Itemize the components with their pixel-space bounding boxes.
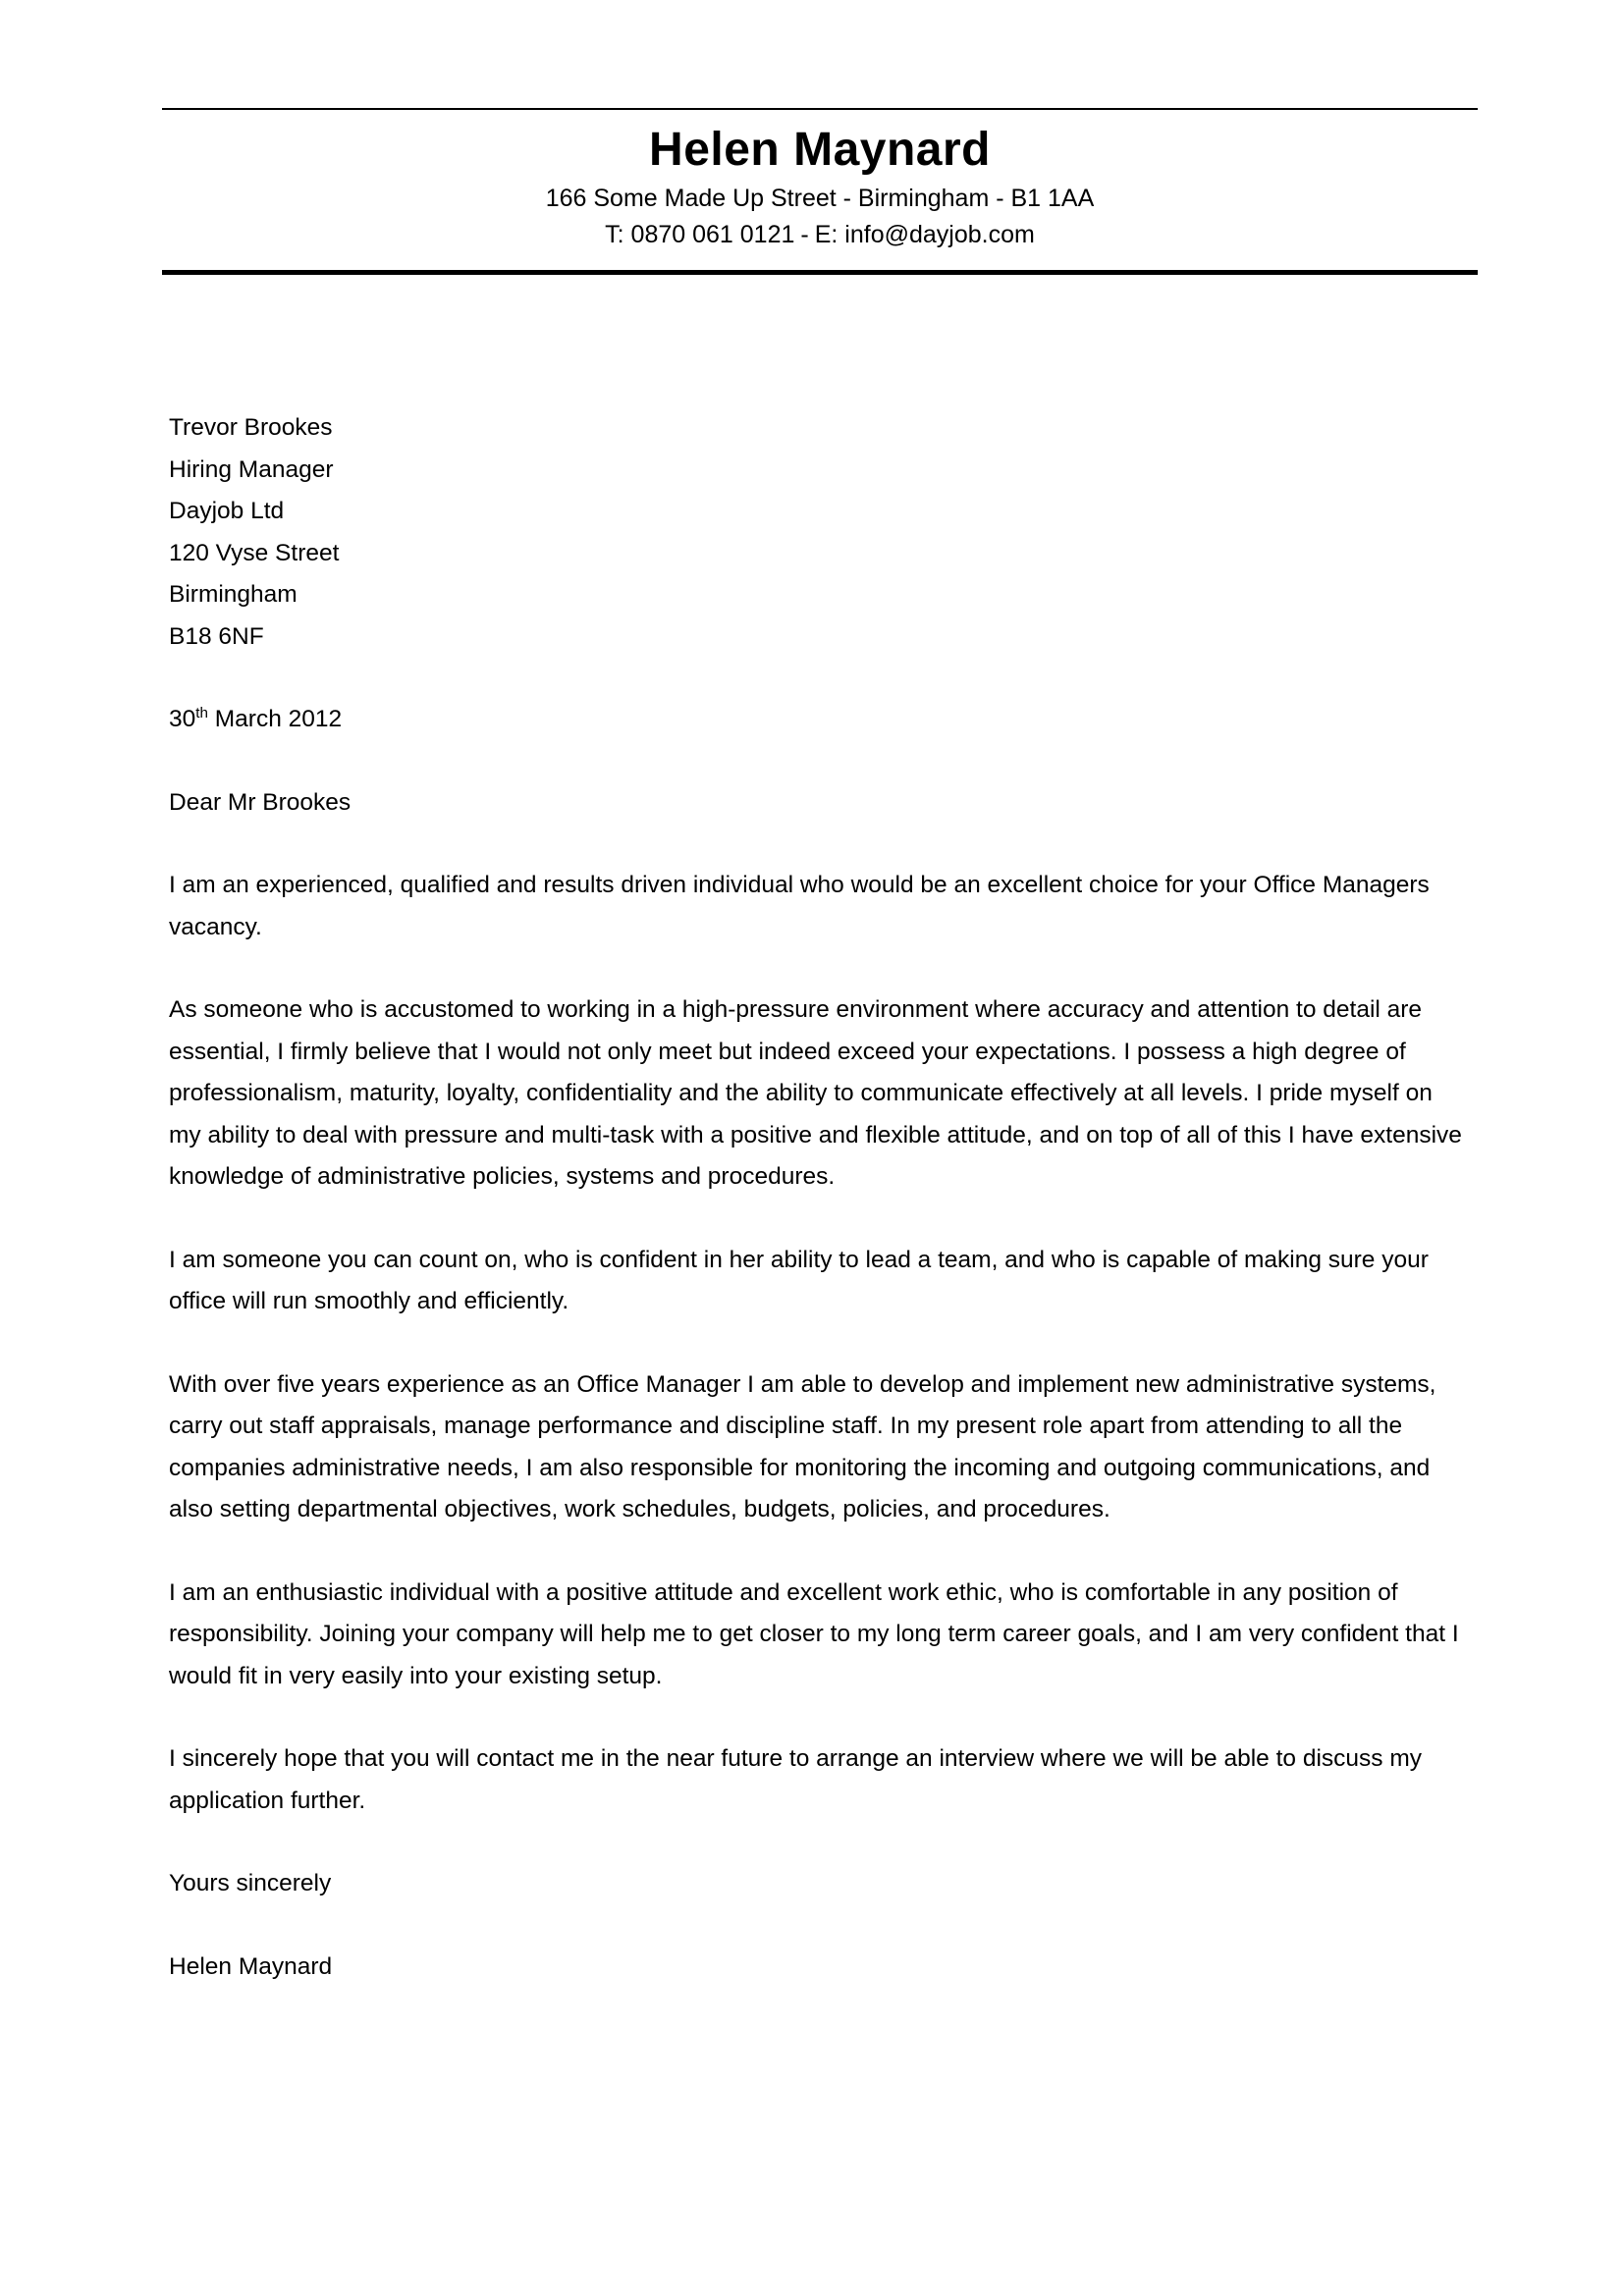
letter-date: [169, 699, 1470, 741]
spacer: [169, 1323, 1470, 1364]
sender-name: Helen Maynard: [649, 124, 991, 176]
letter-content: [169, 407, 1470, 1988]
body-paragraph: I sincerely hope that you will contact me in the near future to arrange an interview where we will be able to discuss my application further.: [169, 1745, 1422, 1814]
spacer: [169, 1697, 1470, 1738]
spacer: [169, 1199, 1470, 1240]
sender-phone: T: 0870 061 0121: [605, 221, 795, 249]
letterhead-content: [162, 110, 1478, 270]
sender-email: E: info@dayjob.com: [814, 221, 1035, 249]
letterhead: [162, 108, 1478, 275]
signature-name: Helen Maynard: [169, 1952, 333, 1980]
date-month-year: March 2012: [207, 706, 343, 732]
salutation: Dear Mr Brookes: [169, 788, 352, 816]
sender-address: 166 Some Made Up Street - Birmingham - B1 1AA: [545, 184, 1095, 212]
recipient-line: Trevor Brookes: [169, 414, 333, 441]
date-ordinal-suffix: th: [195, 704, 208, 721]
contact-separator: -: [800, 221, 809, 249]
body-paragraph: As someone who is accustomed to working in a high-pressure environment where accuracy and attention to detail are essential, I firmly believe that I would not only meet but indeed exceed your expectations. I possess a high degree of professionalism, maturity, loyalty, confidentiality and the ability to communicate effectively at all levels. I pride myself on my ability to deal with pressure and multi-task with a positive and flexible attitude, and on top of all of this I have extensive knowledge of administrative policies, systems and procedures.: [169, 996, 1462, 1190]
date-day: 30: [169, 706, 196, 732]
recipient-line: B18 6NF: [169, 622, 264, 650]
body-paragraph: I am an experienced, qualified and results driven individual who would be an excellent choice for your Office Managers vacancy.: [169, 872, 1430, 940]
spacer: [169, 1822, 1470, 1863]
recipient-line: Dayjob Ltd: [169, 498, 285, 524]
recipient-line: Hiring Manager: [169, 455, 334, 483]
recipient-line: Birmingham: [169, 581, 298, 608]
recipient-address-block: [169, 407, 1470, 658]
body-paragraph: I am someone you can count on, who is confident in her ability to lead a team, and who is capable of making sure your office will run smoothly and efficiently.: [169, 1246, 1429, 1314]
sender-contact: [162, 217, 1478, 254]
spacer: [169, 1905, 1470, 1947]
spacer: [169, 658, 1470, 699]
body-paragraph: With over five years experience as an Office Manager I am able to develop and implement new administrative systems, carry out staff appraisals, manage performance and discipline staff. In my present role apart from attending to all the companies administrative needs, I am also responsible for monitoring the incoming and outgoing communications, and also setting departmental objectives, work schedules, budgets, policies, and procedures.: [169, 1370, 1436, 1522]
recipient-line: 120 Vyse Street: [169, 539, 340, 566]
letterhead-bottom-rule: [162, 270, 1478, 275]
body-paragraph: I am an enthusiastic individual with a positive attitude and excellent work ethic, who is comfortable in any position of responsibility. Joining your company will help me to get closer to my long term career goals, and I am very confident that I would fit in very easily into your existing setup.: [169, 1578, 1459, 1689]
valediction: Yours sincerely: [169, 1870, 332, 1896]
spacer: [169, 824, 1470, 865]
spacer: [169, 948, 1470, 989]
spacer: [169, 1531, 1470, 1573]
spacer: [169, 741, 1470, 782]
